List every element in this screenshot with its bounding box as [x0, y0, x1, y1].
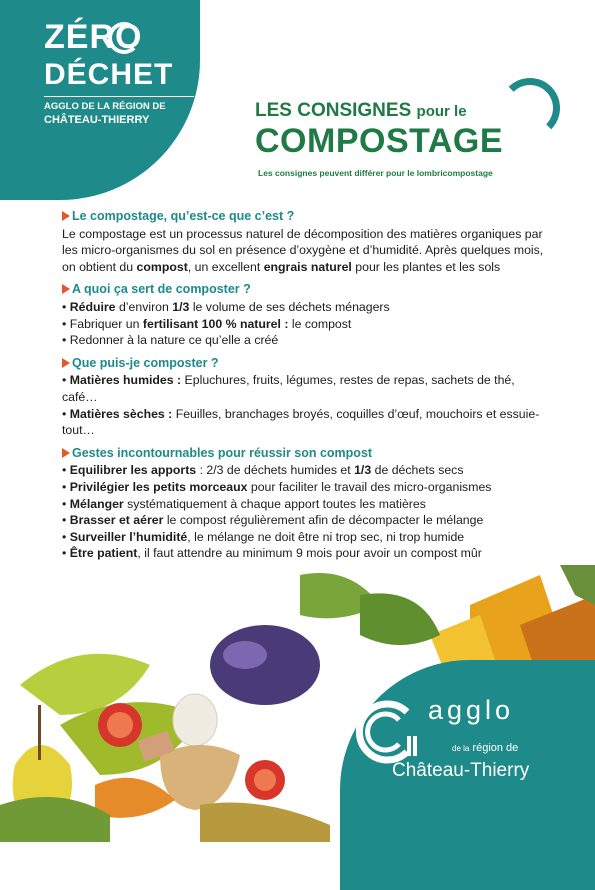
- badge-city: CHÂTEAU-THIERRY: [44, 114, 150, 126]
- zero-word: ZÉRO: [44, 18, 143, 56]
- section-heading: A quoi ça sert de composter ?: [62, 281, 552, 298]
- list-item: • Matières humides : Epluchures, fruits, légumes, restes de repas, sachets de thé, café…: [62, 373, 515, 404]
- list-item: • Brasser et aérer le compost régulièrement afin de décompacter le mélange: [62, 513, 484, 528]
- content: [62, 208, 552, 568]
- title-pour-le: pour le: [416, 103, 467, 120]
- cabbage-icon: [210, 625, 320, 705]
- section-what: [62, 208, 552, 275]
- eggshell-icon: [173, 694, 217, 746]
- agglo-city: Château-Thierry: [392, 760, 530, 781]
- leaf-icon: [560, 565, 595, 605]
- agglo-logo-icon: [355, 700, 419, 764]
- agglo-region-line: de la région de: [452, 742, 519, 754]
- section-why: [62, 281, 552, 348]
- section-heading: Gestes incontournables pour réussir son compost: [62, 445, 552, 462]
- arrow-icon: [62, 358, 70, 368]
- list-item: • Fabriquer un fertilisant 100 % naturel : le compost: [62, 316, 352, 331]
- dechet-word: DÉCHET: [44, 58, 174, 91]
- list-item: • Mélanger systématiquement à chaque apport toutes les matières: [62, 496, 426, 511]
- section-paragraph: Le compostage est un processus naturel de décomposition des matières organiques par les micro-organismes du sol en présence d’oxygène et d’humidité. Après quelques mois, on obtient du compost, un excellent engrais naturel pour les plantes et les sols: [62, 226, 544, 274]
- title-compostage: COMPOSTAGE: [255, 122, 504, 160]
- list-item: • Matières sèches : Feuilles, branchages broyés, coquilles d’œuf, mouchoirs et essuie-tout…: [62, 406, 540, 438]
- leaf-icon: [360, 593, 440, 645]
- arrow-icon: [62, 448, 70, 458]
- arrow-icon: [62, 284, 70, 294]
- badge-agglo-line: AGGLO DE LA RÉGION DE: [44, 101, 166, 112]
- list-item: • Surveiller l’humidité, le mélange ne doit être ni trop sec, ni trop humide: [62, 529, 465, 544]
- section-heading: Que puis-je composter ?: [62, 355, 552, 372]
- title-subtitle: Les consignes peuvent différer pour le lombricompostage: [258, 168, 493, 178]
- badge-divider: [44, 96, 194, 97]
- agglo-word: agglo: [428, 695, 515, 725]
- section-gestures: [62, 445, 552, 562]
- peel-icon: [95, 778, 175, 818]
- arrow-icon: [62, 211, 70, 221]
- section-heading: Le compostage, qu’est-ce que c’est ?: [62, 208, 552, 225]
- list-item: • Être patient, il faut attendre au minimum 9 mois pour avoir un compost mûr: [62, 546, 482, 561]
- list-item: • Privilégier les petits morceaux pour faciliter le travail des micro-organismes: [62, 479, 492, 494]
- section-what-to-compost: [62, 355, 552, 439]
- list-item: • Equilibrer les apports : 2/3 de déchets humides et 1/3 de déchets secs: [62, 463, 464, 478]
- list-item: • Redonner à la nature ce qu’elle a créé: [62, 333, 279, 348]
- title-arc-decoration: [500, 78, 560, 138]
- title-consignes: LES CONSIGNES: [255, 100, 412, 121]
- title-line-1: [255, 100, 467, 122]
- list-item: • Réduire d’environ 1/3 le volume de ses déchets ménagers: [62, 299, 390, 314]
